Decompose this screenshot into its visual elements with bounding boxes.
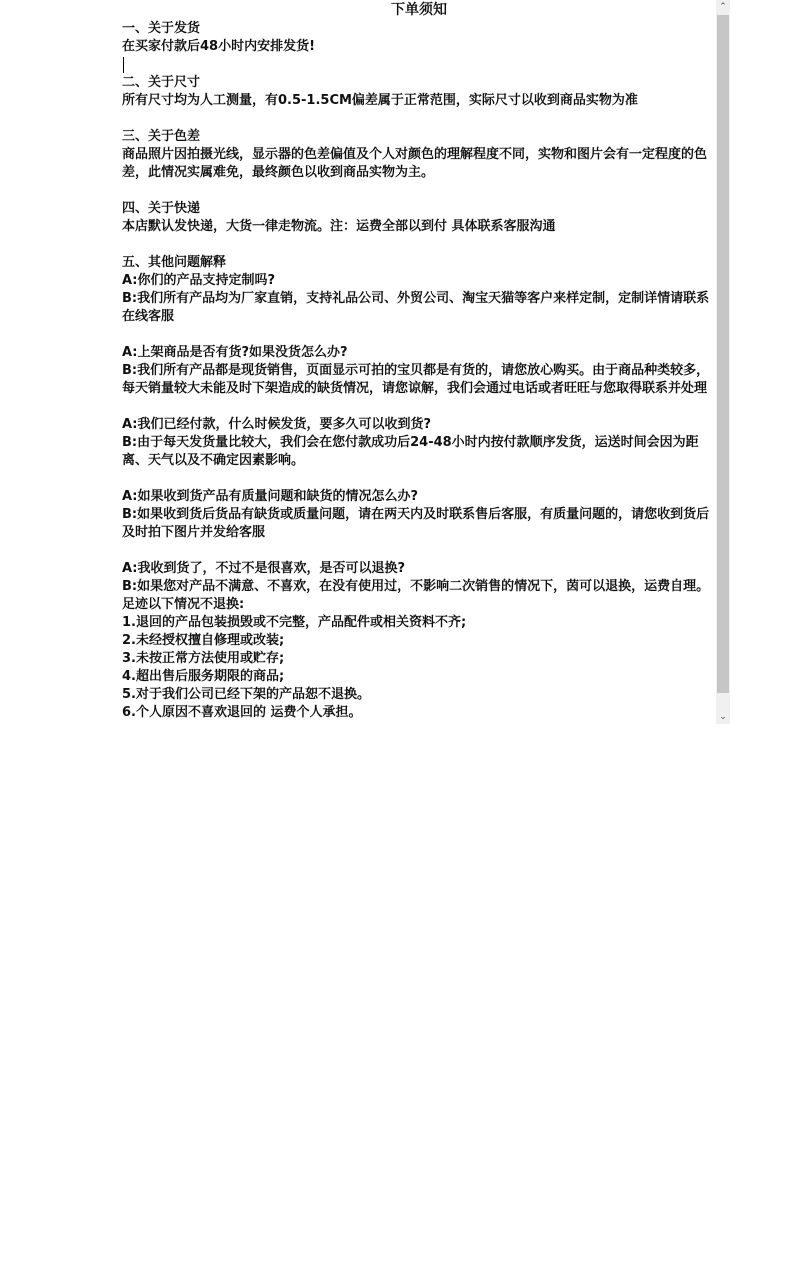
faq-answer: B:如果您对产品不满意、不喜欢，在没有使用过，不影响二次销售的情况下，茵可以退换，运费自理。足迹以下情况不退换: <box>122 579 710 612</box>
section-shipping <box>122 20 716 74</box>
chevron-down-icon: ⌄ <box>719 712 727 722</box>
faq-question: A:如果收到货产品有质量问题和缺货的情况怎么办? <box>122 489 419 504</box>
list-item: 5.对于我们公司已经下架的产品恕不退换。 <box>122 687 370 702</box>
text-caret <box>123 57 124 73</box>
scrollbar-thumb[interactable] <box>717 15 729 693</box>
section-heading: 一、关于发货 <box>122 21 201 36</box>
vertical-scrollbar[interactable] <box>716 0 730 724</box>
chevron-up-icon: ⌃ <box>719 2 727 12</box>
section-heading: 二、关于尺寸 <box>122 75 201 90</box>
section-delivery <box>122 200 716 254</box>
page-title: 下单须知 <box>391 2 447 18</box>
faq-answer: B:我们所有产品均为厂家直销，支持礼品公司、外贸公司、淘宝天猫等客户来样定制，定制详情请联系在线客服 <box>122 291 710 324</box>
scroll-down-button[interactable] <box>716 710 730 724</box>
section-size <box>122 74 716 128</box>
list-item: 4.超出售后服务期限的商品; <box>122 669 285 684</box>
faq-answer: B:由于每天发货量比较大，我们会在您付款成功后24-48小时内按付款顺序发货，运送时间会因为距离、天气以及不确定因素影响。 <box>122 435 699 468</box>
spacer <box>122 470 716 488</box>
section-heading: 三、关于色差 <box>122 129 201 144</box>
section-color <box>122 128 716 200</box>
faq-question: A:上架商品是否有货?如果没货怎么办? <box>122 345 348 360</box>
spacer <box>122 398 716 416</box>
section-text: 本店默认发快递，大货一律走物流。注：运费全部以到付 具体联系客服沟通 <box>122 219 556 234</box>
section-heading: 四、关于快递 <box>122 201 201 216</box>
spacer <box>122 182 716 200</box>
spacer <box>122 110 716 128</box>
section-text: 所有尺寸均为人工测量，有0.5-1.5CM偏差属于正常范围，实际尺寸以收到商品实物为准 <box>122 93 638 108</box>
list-item: 3.未按正常方法使用或贮存; <box>122 651 285 666</box>
faq-question: A:我们已经付款，什么时候发货，要多久可以收到货? <box>122 417 432 432</box>
section-text: 在买家付款后48小时内安排发货! <box>122 39 316 54</box>
faq-answer: B:我们所有产品都是现货销售，页面显示可拍的宝贝都是有货的，请您放心购买。由于商品种类较多，每天销量较大未能及时下架造成的缺货情况，请您谅解，我们会通过电话或者旺旺与您取得联系并处理 <box>122 363 710 396</box>
faq-question: A:你们的产品支持定制吗? <box>122 273 276 288</box>
section-heading: 五、其他问题解释 <box>122 255 227 270</box>
section-faq <box>122 254 716 722</box>
list-item: 1.退回的产品包装损毁或不完整，产品配件或相关资料不齐; <box>122 615 467 630</box>
text-cursor-line[interactable] <box>122 56 716 74</box>
section-text: 商品照片因拍摄光线，显示器的色差偏值及个人对颜色的理解程度不同，实物和图片会有一定程度的色差，此情况实属难免，最终颜色以收到商品实物为主。 <box>122 147 708 180</box>
scroll-up-button[interactable] <box>716 0 730 14</box>
spacer <box>122 542 716 560</box>
faq-question: A:我收到货了，不过不是很喜欢，是否可以退换? <box>122 561 406 576</box>
list-item: 2.未经授权擅自修理或改装; <box>122 633 285 648</box>
spacer <box>122 326 716 344</box>
list-item: 6.个人原因不喜欢退回的 运费个人承担。 <box>122 705 362 720</box>
faq-answer: B:如果收到货后货品有缺货或质量问题，请在两天内及时联系售后客服，有质量问题的，请您收到货后及时拍下图片并发给客服 <box>122 507 710 540</box>
notice-frame <box>120 0 730 724</box>
spacer <box>122 236 716 254</box>
notice-content <box>122 0 716 722</box>
